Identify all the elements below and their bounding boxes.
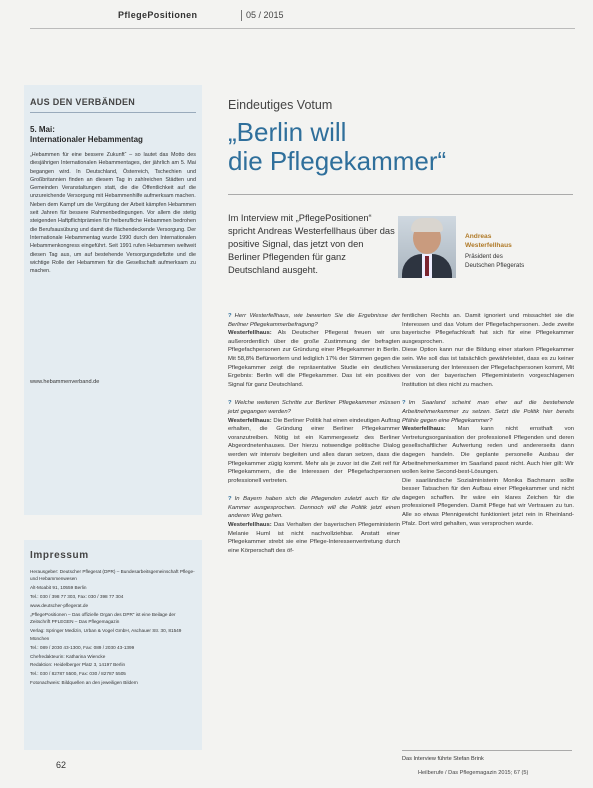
interview-question: ? Im Saarland scheint man eher auf die bestehende Arbeitnehmerkammer zu setzen. Setzt die Politik hier bereits Pfähle gegen eine Pflegekammer? xyxy=(402,400,574,424)
impressum-line: Fotonachweis: Bildquellen an den jeweiligen Bildern xyxy=(30,680,138,686)
impressum-box xyxy=(24,540,202,750)
question-mark-icon: ? xyxy=(228,313,232,319)
interview-question: ? In Bayern haben sich die Pflegenden zuletzt auch für die Kammer ausgesprochen. Dennoch will die Politik jetzt einen anderen Weg gehen. xyxy=(228,496,400,520)
speaker-label: Westerfellhaus: xyxy=(228,417,274,424)
speaker-label: Westerfellhaus: xyxy=(228,522,274,529)
speaker-label: Westerfellhaus: xyxy=(402,426,458,433)
header-brand: PflegePositionen xyxy=(118,10,198,20)
page-number: 62 xyxy=(56,760,67,770)
sidebar-date: 5. Mai: xyxy=(30,125,55,134)
portrait-photo xyxy=(398,216,456,278)
header-separator xyxy=(241,10,242,21)
article-column-2 xyxy=(402,312,574,528)
sidebar-paragraph: „Hebammen für eine bessere Zukunft“ – so lautet das Motto des diesjährigen Internationalen Hebammentages, der jährlich am 5. Mai begangen wird. In Deutschland, Österreich, Tschechien und Großbritannien finden an diesem Tag in zahlreichen Städten und Gemeinden Veranstaltungen statt, die die Öffentlichkeit auf die unzureichende Versorgung mit Hebammenhilfe aufmerksam machen. xyxy=(30,152,196,200)
impressum-line: Tel.: 030 / 398 77 303, Fax: 030 / 398 77 304 xyxy=(30,594,124,600)
article-column-1 xyxy=(228,312,400,555)
caption-role-line: Deutschen Pflegerats xyxy=(465,261,525,269)
caption-name-line: Westerfellhaus xyxy=(465,242,512,249)
article-intro: Im Interview mit „PflegePositionen“ spricht Andreas Westerfellhaus über das positive Signal, das jetzt von den Berliner Pflegenden für ganz Deutschland ausgeht. xyxy=(228,213,395,275)
interview-answer: Die saarländische Sozialministerin Monika Bachmann sollte besser Tatsachen für den Aufbau einer Pflegekammer und nicht dagegen schaffen. Ihr wäre ein klares Zeichen für die professionell Pflegenden. Damit Pflege hat wir Vertrauen zu tun. Alle so etwas Pfennigewicht funktioniert jetzt rein in Rheinland-Pfalz. Dort wird gehalten, was versprochen wurde. xyxy=(402,477,574,527)
impressum-line: Verlag: Springer Medizin, Urban & Vogel GmbH, Aschauer Str. 30, 81549 München xyxy=(30,628,182,641)
running-header xyxy=(30,10,575,24)
headline-line: „Berlin will xyxy=(228,117,347,147)
interview-answer: Westerfellhaus: Das Verhalten der bayerischen Pflegeministerin Melanie Huml ist nicht nachvollziehbar. Anstatt einer Pflegekammer strebt sie eine Pflege-Interessenvertretung durch eine Körperschaft des öf- xyxy=(228,522,400,554)
sidebar-rule xyxy=(30,112,196,113)
sidebar-paragraph: Neben dem Kampf um die Vergütung der Arbeit kämpfen Hebammen seit Jahren für bessere Rahmenbedingungen. Vor allem die stetig steigenden Haftpflichtprämien für freiberufliche Hebammen bedrohen die Berufsausübung und damit die flächendeckende Versorgung. Der Internationale Hebammentag wurde 1990 durch den Internationalen Hebammenkongress eingeführt. Seit 1991 rufen Hebammen weltweit diesen Tag aus, um auf bestehende Versorgungsdefizite und die wichtige Rolle der Hebammen für die Gesellschaft aufmerksam zu machen. xyxy=(30,201,196,275)
sidebar-body xyxy=(30,151,196,275)
interview-answer: fentlichen Rechts an. Damit ignoriert und missachtet sie die Interessen und das Votum der Pflegefachpersonen. Jede zweite bayerische Pflegefachkraft hat sich für eine Pflegekammer ausgesprochen. xyxy=(402,313,574,345)
sidebar-box xyxy=(24,85,202,515)
interview-answer: Westerfellhaus: Die Berliner Politik hat einen eindeutigen Auftrag erhalten, die Gründung einer Berliner Pflegekammer voranzutreiben. Nötig ist ein Kammergesetz des Berliner Abgeordnetenhauses. Der hierzu notwendige politische Dialog werden wir intensiv begleiten und alles daran setzen, dass die Pflegekammer zügig kommt. Mehr als je zuvor ist die Zeit reif für Pflegekammern, die die Interessen der Pflegefachpersonen professionell vertreten. xyxy=(228,417,400,484)
credit-rule xyxy=(402,750,572,751)
impressum-line: Redaktion: Heidelberger Platz 3, 14197 Berlin xyxy=(30,662,126,668)
impressum-line: Herausgeber: Deutscher Pflegerat (DPR) – Bundesarbeitsgemeinschaft Pflege- und Hebammenwesen xyxy=(30,569,195,582)
header-issue: 05 / 2015 xyxy=(246,10,284,20)
article-headline xyxy=(228,118,548,176)
header-rule xyxy=(30,28,575,29)
interview-question: ? Herr Westerfellhaus, wie bewerten Sie die Ergebnisse der Berliner Pflegekammerbefragung? xyxy=(228,313,400,328)
sidebar-link[interactable]: www.hebammenverband.de xyxy=(30,379,100,385)
sidebar-heading: AUS DEN VERBÄNDEN xyxy=(30,97,136,107)
impressum-line: Chefredakteurin: Katharina Wiencke xyxy=(30,653,106,659)
caption-role-line: Präsident des xyxy=(465,253,503,260)
interview-answer: Westerfellhaus: Man kann nicht ernsthaft von Vertretungsorganisation der professionell Pflegenden und deren gesellschaftlicher Aufwertung reden und andererseits dann dagegen handeln. Die geplante personelle Ausbau der Arbeitnehmerkammer im Saarland passt nicht. Auch hier gilt: Wir wollen keine Second-best-Lösungen. xyxy=(402,426,574,476)
question-mark-icon: ? xyxy=(402,400,406,407)
caption-name-line: Andreas xyxy=(465,233,492,240)
photo-caption-name xyxy=(465,232,512,250)
interview-credit: Das Interview führte Stefan Brink xyxy=(402,756,484,762)
title-rule xyxy=(228,194,573,195)
interview-question: ? Welche weiteren Schritte zur Berliner Pflegekammer müssen jetzt gegangen werden? xyxy=(228,400,400,415)
footer-publication: Heilberufe / Das Pflegemagazin 2015; 67 (5) xyxy=(418,770,529,776)
impressum-line: Tel.: 089 / 2030 43-1300, Fax: 089 / 2030 43-1399 xyxy=(30,644,135,650)
headline-line: die Pflegekammer“ xyxy=(228,146,447,176)
impressum-line: „PflegePositionen – Das offizielle Organ des DPR“ ist eine Beilage der Zeitschrift PFLEGEN – Das Pflegemagazin xyxy=(30,612,176,625)
impressum-line[interactable]: www.deutscher-pflegerat.de xyxy=(30,603,89,609)
sidebar-title: Internationaler Hebammentag xyxy=(30,135,143,144)
question-mark-icon: ? xyxy=(228,496,232,503)
interview-answer: Westerfellhaus: Als Deutscher Pflegerat freuen wir uns außerordentlich über die große Zustimmung der befragten Pflegefachpersonen zur Gründung einer Pflegekammer in Berlin. Mit 58,8% Befürwortern und lediglich 17% der Stimmen gegen die Pflegekammer zeigt die repräsentative Studie ein deutliches Ergebnis: Berlin will die Pflegekammer. Das ist ein positives Signal für ganz Deutschland. xyxy=(228,330,400,388)
question-mark-icon: ? xyxy=(228,400,232,407)
interview-answer: Diese Option kann nur die Bildung einer starken Pflegekammer sein. Wie soll das ist tatsächlich gewährleistet, dass es zu keiner Verwässerung der Interessen der Pflegefachpersonen kommt, Mit der von der bayerischen Pflegeministerin vorgeschlagenen Institution ist dies nicht zu machen. xyxy=(402,347,574,388)
impressum-body xyxy=(30,568,196,688)
impressum-line: Alt-Moabit 91, 10559 Berlin xyxy=(30,585,87,591)
impressum-line: Tel.: 030 / 82787 5500, Fax: 030 / 82787 5505 xyxy=(30,671,126,677)
article-kicker: Eindeutiges Votum xyxy=(228,98,333,112)
impressum-heading: Impressum xyxy=(30,550,89,561)
photo-caption-role xyxy=(465,253,524,270)
speaker-label: Westerfellhaus: xyxy=(228,330,278,337)
